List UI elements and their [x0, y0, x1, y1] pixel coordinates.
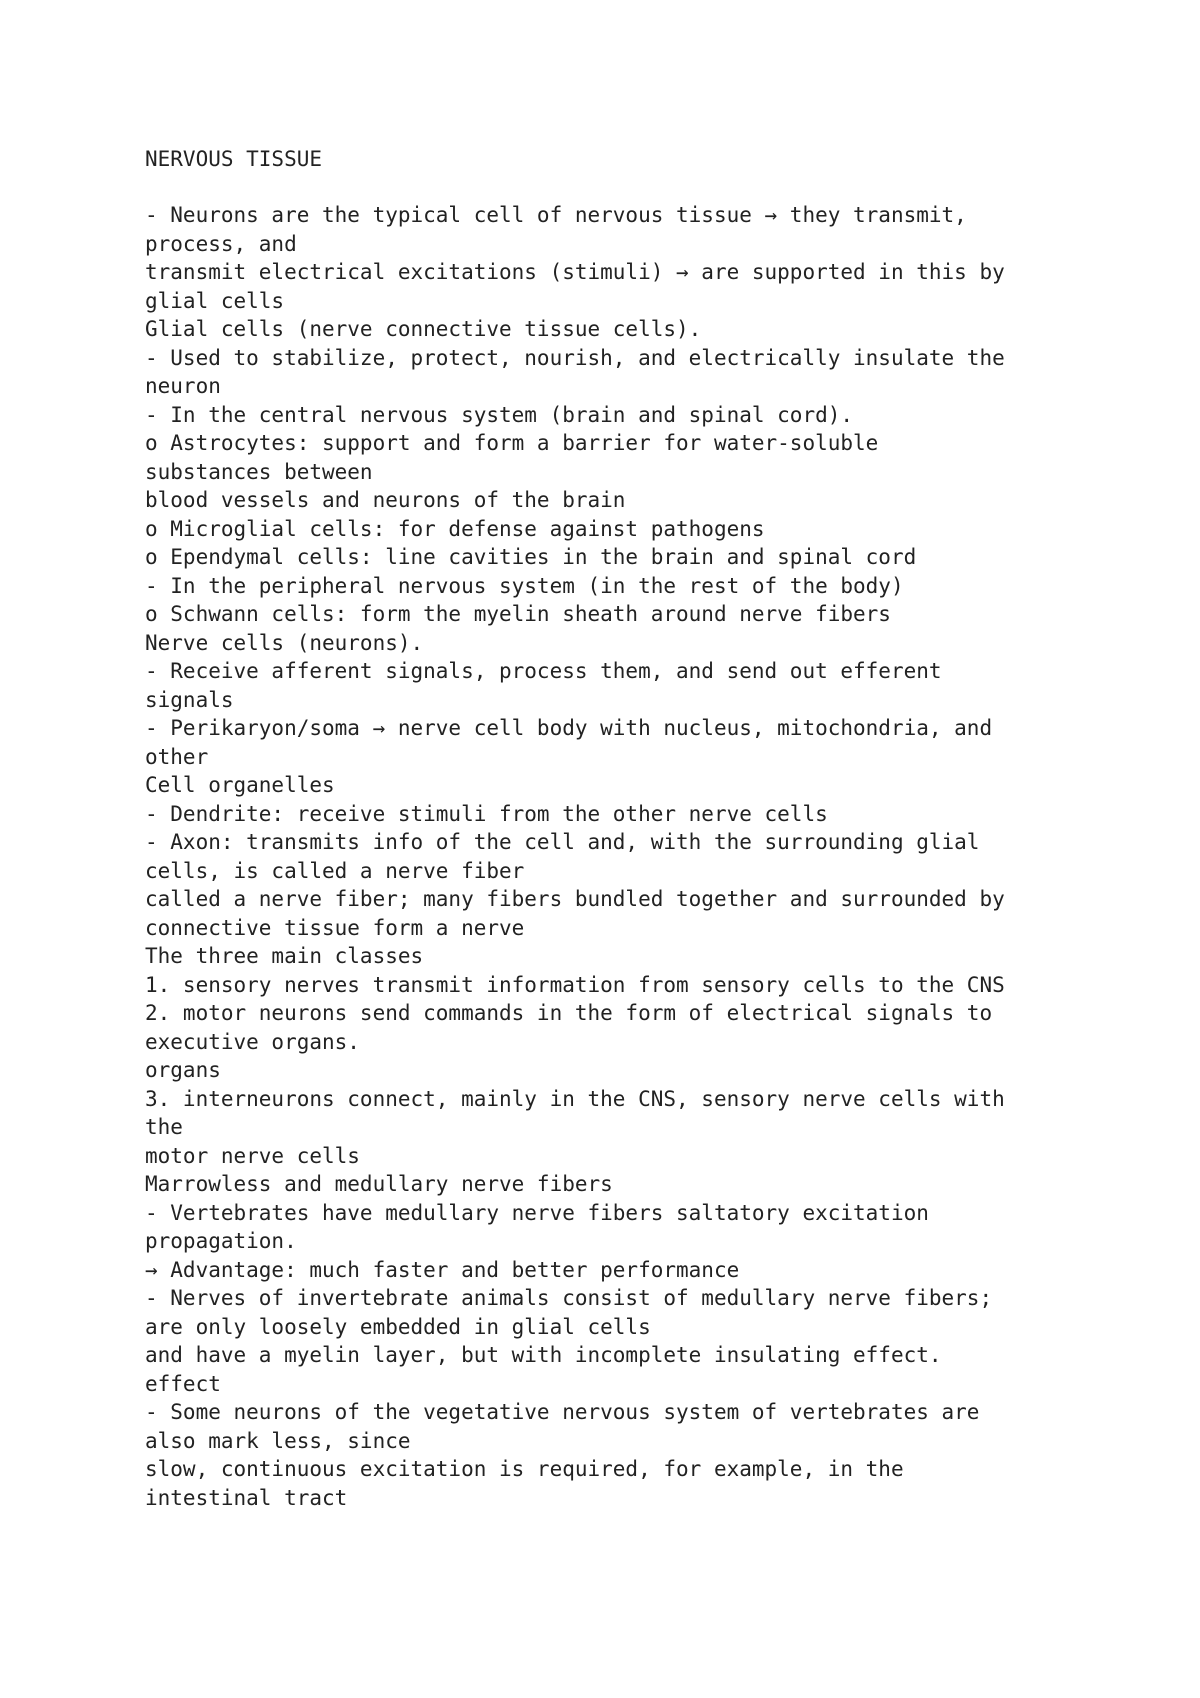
text-line: process, and — [145, 231, 297, 256]
document-title: NERVOUS TISSUE — [145, 147, 323, 171]
text-line: - Receive afferent signals, process them, and send out efferent — [145, 659, 942, 683]
text-line: → Advantage: much faster and better performance — [145, 1257, 740, 1282]
text-line: neuron — [145, 374, 221, 398]
text-line: substances between — [145, 459, 373, 484]
text-line: o Astrocytes: support and form a barrier for water-soluble — [145, 431, 879, 455]
text-line: motor nerve cells — [145, 1143, 360, 1168]
text-line: called a nerve fiber; many fibers bundled together and surrounded by — [145, 887, 1005, 911]
text-line: Marrowless and medullary nerve fibers — [145, 1172, 613, 1196]
text-line: other — [145, 744, 209, 769]
text-line: connective tissue form a nerve — [145, 915, 525, 940]
text-line: slow, continuous excitation is required, for example, in the — [145, 1457, 904, 1481]
text-line: Glial cells (nerve connective tissue cells). — [145, 317, 702, 341]
text-line: also mark less, since — [145, 1428, 411, 1453]
text-line: blood vessels and neurons of the brain — [145, 488, 626, 512]
text-line: glial cells — [145, 288, 285, 313]
text-line: o Ependymal cells: line cavities in the brain and spinal cord — [145, 545, 917, 569]
text-line: The three main classes — [145, 944, 424, 968]
text-line: the — [145, 1115, 183, 1139]
text-line: - Axon: transmits info of the cell and, with the surrounding glial — [145, 830, 980, 854]
text-line: 2. motor neurons send commands in the form of electrical signals to — [145, 1001, 993, 1025]
text-line: - Some neurons of the vegetative nervous system of vertebrates are — [145, 1400, 980, 1424]
text-line: organs — [145, 1058, 221, 1082]
text-line: effect — [145, 1371, 221, 1396]
text-line: o Microglial cells: for defense against pathogens — [145, 516, 765, 541]
text-line: intestinal tract — [145, 1485, 348, 1510]
text-line: transmit electrical excitations (stimuli) → are supported in this by — [145, 260, 1005, 284]
text-line: 1. sensory nerves transmit information from sensory cells to the CNS — [145, 972, 1005, 997]
text-line: cells, is called a nerve fiber — [145, 858, 525, 883]
text-line: - Perikaryon/soma → nerve cell body with nucleus, mitochondria, and — [145, 716, 993, 740]
text-line: - Used to stabilize, protect, nourish, and electrically insulate the — [145, 345, 1005, 370]
text-line: Cell organelles — [145, 773, 335, 797]
text-line: - Dendrite: receive stimuli from the other nerve cells — [145, 801, 828, 826]
text-line: - Vertebrates have medullary nerve fibers saltatory excitation — [145, 1200, 929, 1225]
text-line: o Schwann cells: form the myelin sheath around nerve fibers — [145, 602, 891, 626]
text-line: - Nerves of invertebrate animals consist of medullary nerve fibers; — [145, 1286, 993, 1310]
text-line: executive organs. — [145, 1029, 360, 1054]
document-body — [145, 201, 1145, 1512]
text-line: - In the peripheral nervous system (in the rest of the body) — [145, 573, 904, 598]
text-line: Nerve cells (neurons). — [145, 630, 424, 655]
text-line: and have a myelin layer, but with incomplete insulating effect. — [145, 1343, 942, 1367]
text-line: 3. interneurons connect, mainly in the CNS, sensory nerve cells with — [145, 1086, 1005, 1111]
text-line: signals — [145, 687, 234, 712]
text-line: propagation. — [145, 1229, 297, 1253]
text-line: - In the central nervous system (brain and spinal cord). — [145, 402, 854, 427]
text-line: - Neurons are the typical cell of nervous tissue → they transmit, — [145, 203, 967, 227]
text-line: are only loosely embedded in glial cells — [145, 1314, 651, 1339]
